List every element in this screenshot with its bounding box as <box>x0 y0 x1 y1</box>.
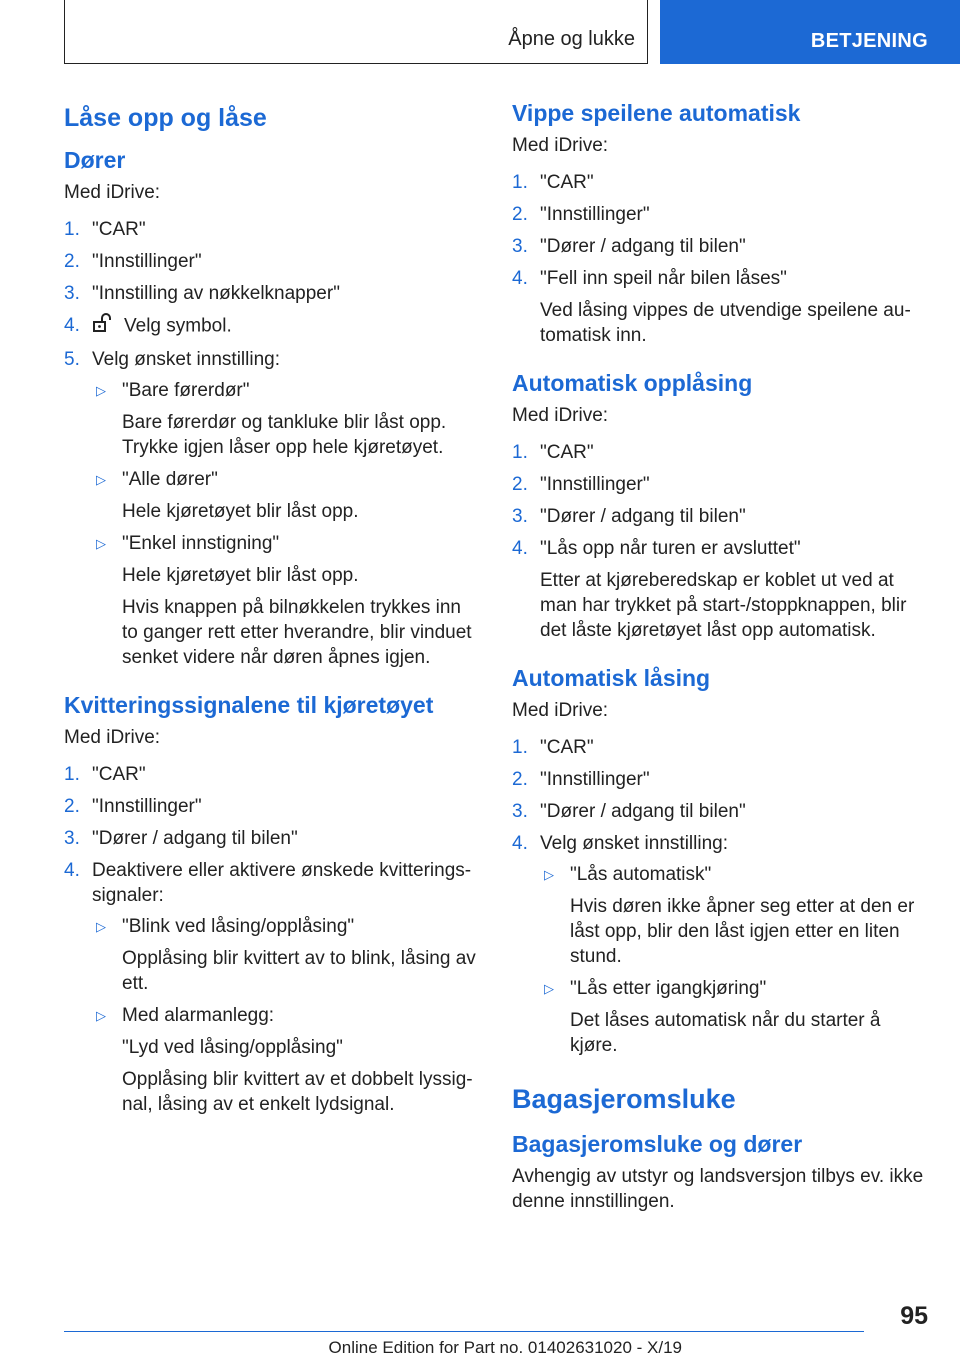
step-text: "Innstillinger" <box>540 474 650 495</box>
option-note: Opplåsing blir kvittert av et dobbelt lyssig‐ nal, låsing av et enkelt lydsignal. <box>122 1069 473 1115</box>
step-text: "Innstillinger" <box>92 796 202 817</box>
intro-text: Med iDrive: <box>512 700 609 721</box>
option-list <box>92 378 478 670</box>
option-list <box>540 862 926 1058</box>
option-label: "Enkel innstigning" <box>122 533 280 554</box>
list-item <box>64 826 478 851</box>
option-list <box>92 914 478 1117</box>
list-item <box>512 440 926 465</box>
option-description: Bare førerdør og tankluke blir låst opp. Trykke igjen låser opp hele kjøretøyet. <box>122 412 447 458</box>
unlock-icon <box>92 313 116 340</box>
option-description: Opplåsing blir kvittert av to blink, låsing av ett. <box>122 948 476 994</box>
step-number: 4. <box>512 833 528 854</box>
step-number: 3. <box>64 828 80 849</box>
step-text: "Dører / adgang til bilen" <box>540 236 746 257</box>
edition-note: Online Edition for Part no. 01402631020 - X/19 <box>328 1338 682 1357</box>
step-text: "Fell inn speil når bilen låses" <box>540 268 787 289</box>
option-item <box>92 378 478 460</box>
step-list <box>64 217 478 670</box>
list-item <box>64 347 478 670</box>
step-text: "Lås opp når turen er avsluttet" <box>540 538 801 559</box>
step-text: "Dører / adgang til bilen" <box>92 828 298 849</box>
step-list <box>512 735 926 1058</box>
step-number: 5. <box>64 349 80 370</box>
step-text: "CAR" <box>92 764 146 785</box>
option-item <box>92 467 478 524</box>
step-text: Deaktivere eller aktivere ønskede kvitterings‐ signaler: <box>92 860 472 906</box>
page-number: 95 <box>900 1302 928 1330</box>
step-number: 1. <box>512 172 528 193</box>
triangle-bullet-icon: ▷ <box>96 536 106 551</box>
step-text: "Dører / adgang til bilen" <box>540 506 746 527</box>
step-number: 3. <box>512 801 528 822</box>
step-number: 2. <box>64 251 80 272</box>
step-text: Velg symbol. <box>124 315 232 337</box>
step-number: 4. <box>64 860 80 881</box>
step-text: "CAR" <box>92 219 146 240</box>
option-item <box>92 1003 478 1117</box>
list-item <box>64 217 478 242</box>
list-item <box>64 762 478 787</box>
option-description: Hvis døren ikke åpner seg etter at den er låst opp, blir den låst igjen etter en liten stund. <box>570 896 915 967</box>
heading-automatisk-opplasing: Automatisk opplåsing <box>512 370 753 396</box>
step-text: "Innstillinger" <box>540 204 650 225</box>
step-list <box>512 440 926 643</box>
option-description: Det låses automatisk når du starter å kjøre. <box>570 1010 881 1056</box>
section-title: Åpne og lukke <box>508 28 635 50</box>
list-item <box>64 249 478 274</box>
list-item <box>64 858 478 1117</box>
triangle-bullet-icon: ▷ <box>96 1008 106 1023</box>
step-number: 3. <box>64 283 80 304</box>
list-item <box>64 313 478 340</box>
step-number: 2. <box>64 796 80 817</box>
triangle-bullet-icon: ▷ <box>544 981 554 996</box>
option-description: "Lyd ved låsing/opplåsing" <box>122 1037 343 1058</box>
option-item <box>540 862 926 969</box>
step-number: 2. <box>512 204 528 225</box>
step-text: Velg ønsket innstilling: <box>540 833 728 854</box>
list-item <box>64 794 478 819</box>
step-description: Etter at kjøreberedskap er koblet ut ved at man har trykket på start-/stoppknappen, blir det låste kjøretøyet låst opp automatisk. <box>540 570 907 641</box>
footer-rule <box>64 1331 864 1332</box>
step-number: 4. <box>512 538 528 559</box>
intro-text: Med iDrive: <box>64 727 161 748</box>
step-number: 4. <box>64 315 80 336</box>
list-item <box>512 536 926 643</box>
triangle-bullet-icon: ▷ <box>96 472 106 487</box>
heading-lase-opp: Låse opp og låse <box>64 104 267 132</box>
triangle-bullet-icon: ▷ <box>96 919 106 934</box>
step-number: 1. <box>512 737 528 758</box>
heading-bagasjeromsluke: Bagasjeromsluke <box>512 1084 736 1114</box>
option-label: "Blink ved låsing/opplåsing" <box>122 916 355 937</box>
step-list <box>64 762 478 1117</box>
option-label: "Bare førerdør" <box>122 380 250 401</box>
step-list <box>512 170 926 348</box>
intro-text: Med iDrive: <box>512 405 609 426</box>
list-item <box>512 234 926 259</box>
step-text: "Dører / adgang til bilen" <box>540 801 746 822</box>
option-description: Hele kjøretøyet blir låst opp. <box>122 565 359 586</box>
triangle-bullet-icon: ▷ <box>544 867 554 882</box>
heading-automatisk-lasing: Automatisk låsing <box>512 665 711 691</box>
step-text: "Innstillinger" <box>92 251 202 272</box>
list-item <box>512 472 926 497</box>
step-number: 3. <box>512 506 528 527</box>
step-number: 3. <box>512 236 528 257</box>
list-item <box>512 504 926 529</box>
option-label: Med alarmanlegg: <box>122 1005 275 1026</box>
heading-dorer: Dører <box>64 147 126 173</box>
option-label: "Lås etter igangkjøring" <box>570 978 767 999</box>
running-header <box>64 0 648 64</box>
option-label: "Alle dører" <box>122 469 218 490</box>
right-column <box>512 100 926 1226</box>
list-item <box>512 799 926 824</box>
intro-text: Med iDrive: <box>64 182 161 203</box>
step-number: 2. <box>512 769 528 790</box>
step-number: 2. <box>512 474 528 495</box>
chapter-tab <box>660 0 960 64</box>
step-text: "Innstillinger" <box>540 769 650 790</box>
list-item <box>512 831 926 1058</box>
step-number: 4. <box>512 268 528 289</box>
option-item <box>92 914 478 996</box>
step-text: "CAR" <box>540 172 594 193</box>
list-item <box>512 202 926 227</box>
list-item <box>512 170 926 195</box>
step-description: Ved låsing vippes de utvendige speilene au‐ tomatisk inn. <box>540 300 911 346</box>
list-item <box>512 735 926 760</box>
step-text: Velg ønsket innstilling: <box>92 349 280 370</box>
step-number: 1. <box>64 764 80 785</box>
step-text: "Innstilling av nøkkelknapper" <box>92 283 340 304</box>
triangle-bullet-icon: ▷ <box>96 383 106 398</box>
heading-vippe-speilene: Vippe speilene automatisk <box>512 100 801 126</box>
step-text: "CAR" <box>540 737 594 758</box>
option-description: Hele kjøretøyet blir låst opp. <box>122 501 359 522</box>
step-number: 1. <box>512 442 528 463</box>
step-number: 1. <box>64 219 80 240</box>
heading-bagasjeromsluke-og-dorer: Bagasjeromsluke og dører <box>512 1131 803 1157</box>
list-item <box>64 281 478 306</box>
chapter-title: BETJENING <box>810 30 928 52</box>
option-item <box>92 531 478 670</box>
option-item <box>540 976 926 1058</box>
body-text: Avhengig av utstyr og landsversjon tilbys ev. ikke denne innstillingen. <box>512 1166 924 1212</box>
list-item <box>512 266 926 348</box>
option-label: "Lås automatisk" <box>570 864 712 885</box>
intro-text: Med iDrive: <box>512 135 609 156</box>
option-note: Hvis knappen på bilnøkkelen trykkes inn to ganger rett etter hverandre, blir vinduet senket videre når døren åpnes igjen. <box>122 597 472 668</box>
step-text: "CAR" <box>540 442 594 463</box>
heading-kvittering: Kvitteringssignalene til kjøretøyet <box>64 692 434 718</box>
list-item <box>512 767 926 792</box>
left-column <box>64 100 478 1125</box>
